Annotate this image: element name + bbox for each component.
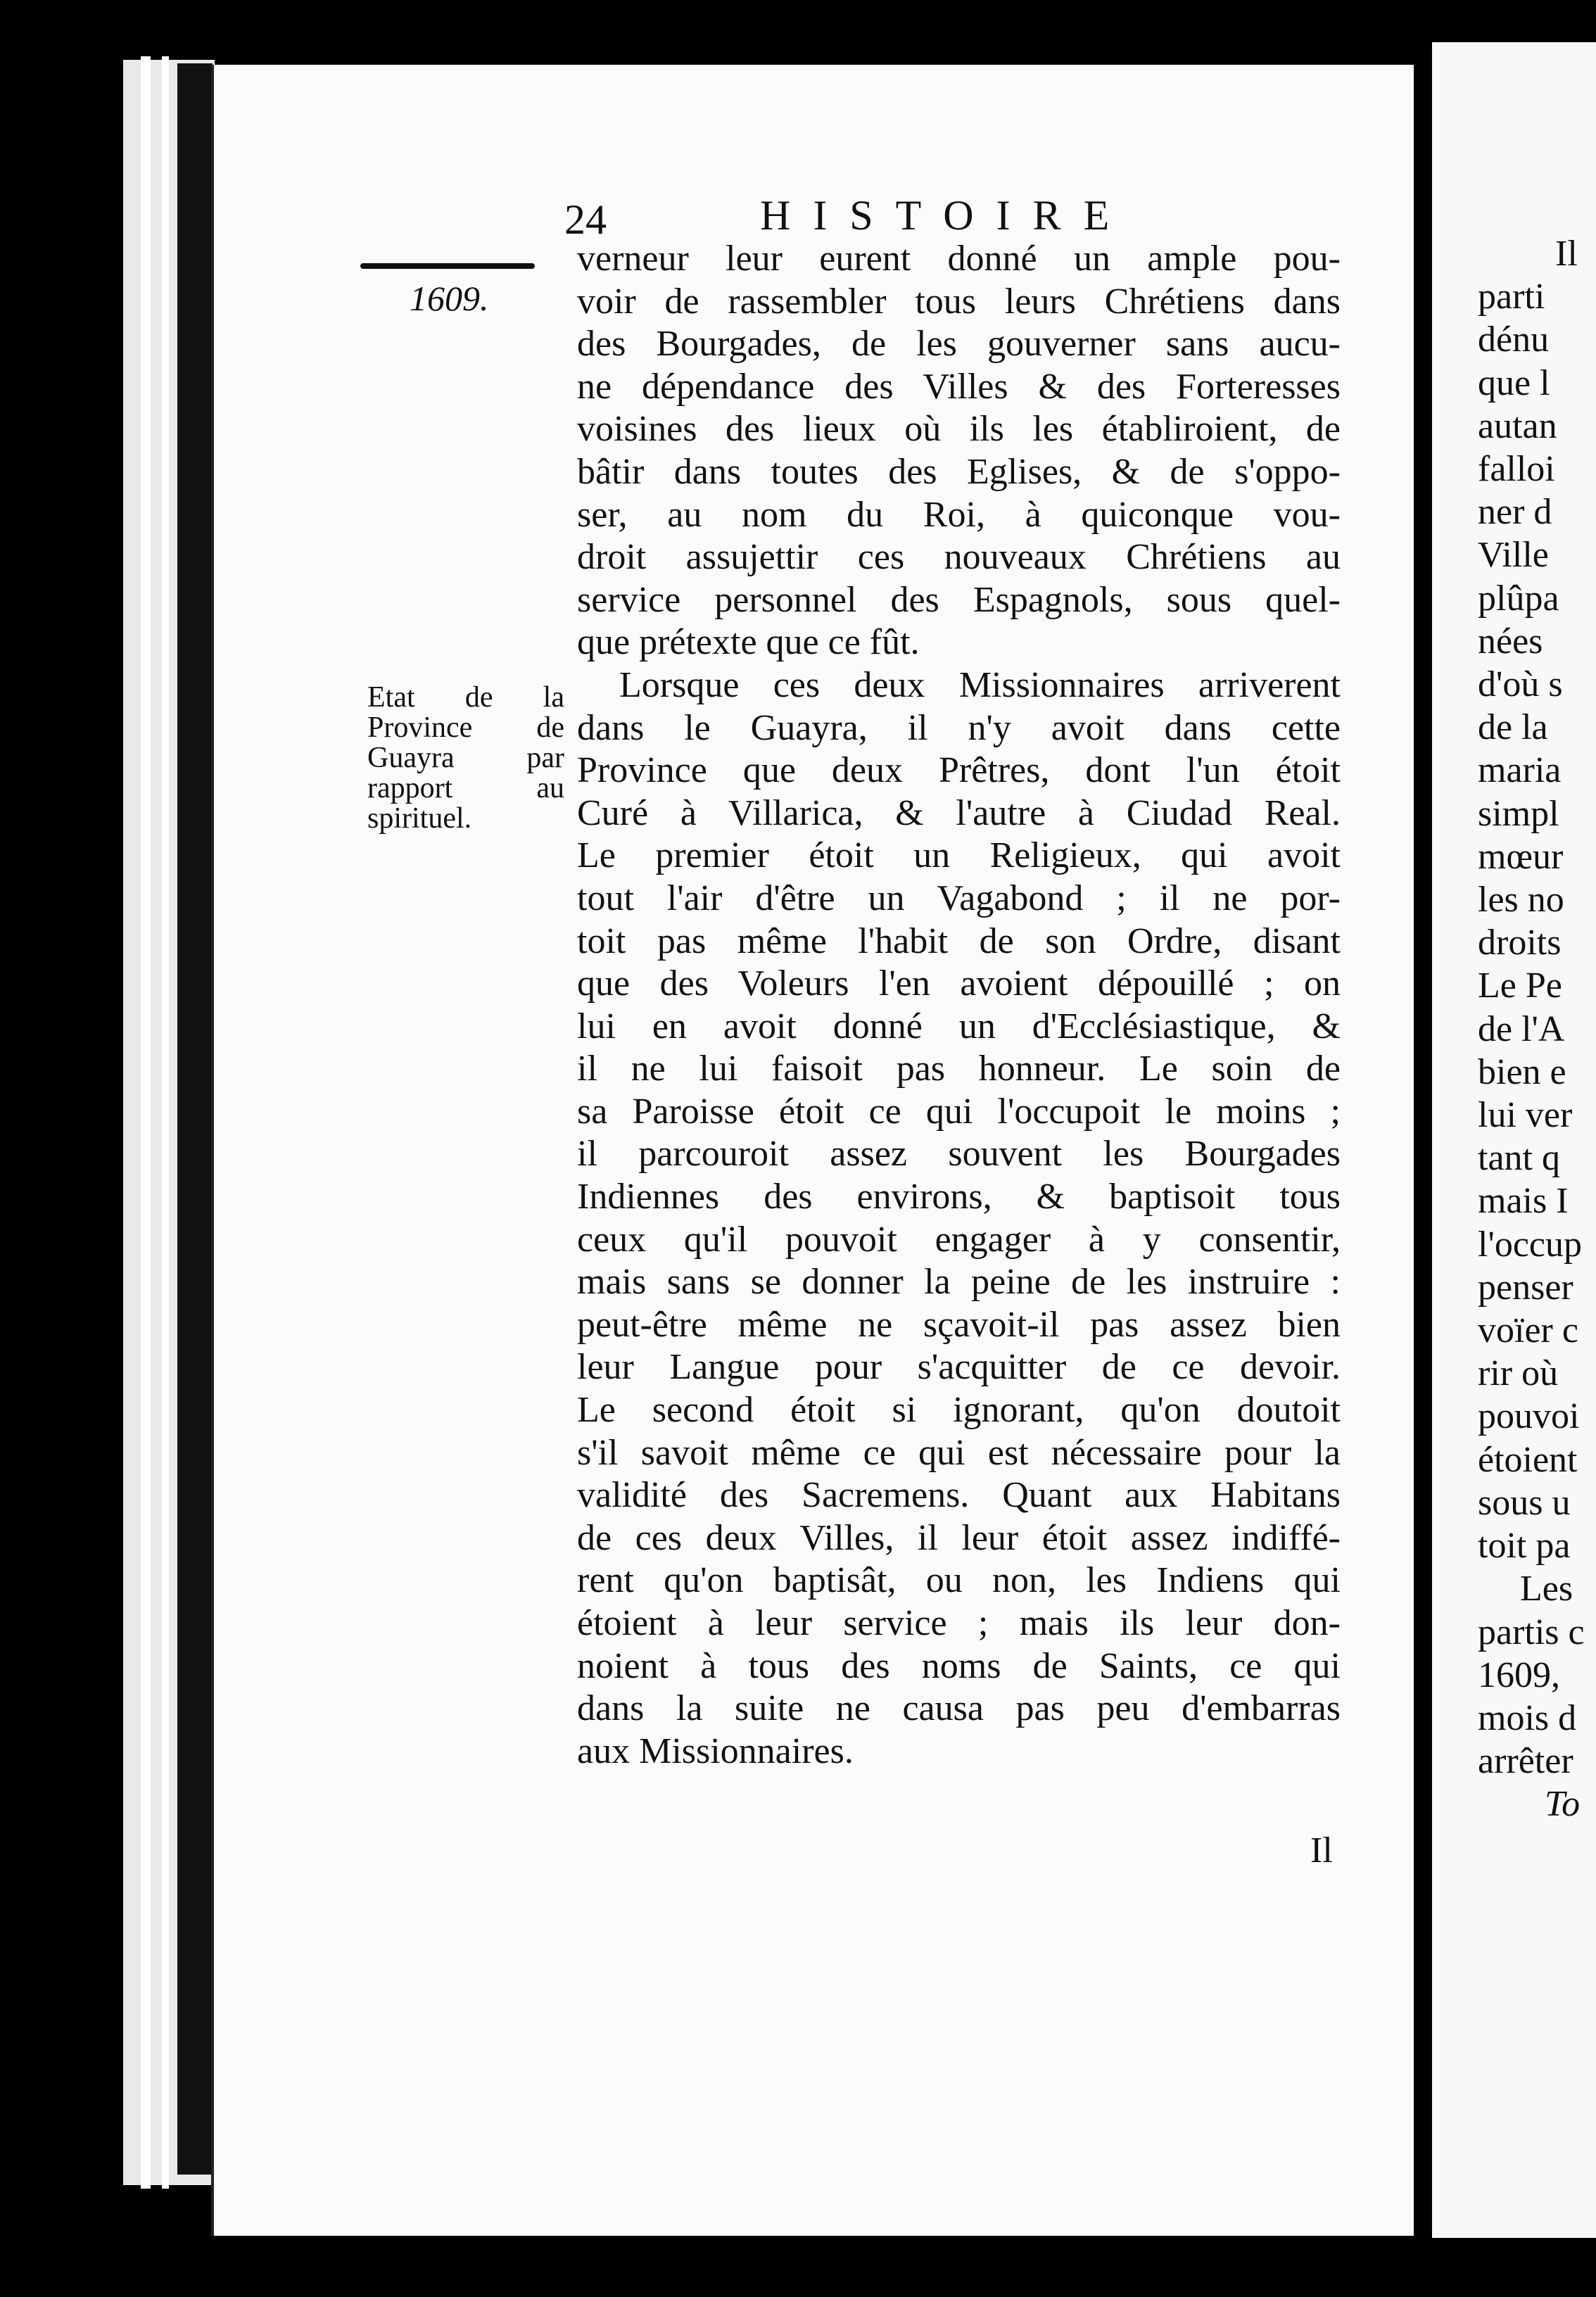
page-edge-strip-inner (162, 56, 169, 2189)
text-line: falloi (1478, 449, 1555, 490)
text-line: rent qu'on baptisât, ou non, les Indiens qui (577, 1560, 1341, 1601)
text-line: Indiennes des environs, & baptisoit tous (577, 1177, 1341, 1217)
header-rule (360, 263, 535, 269)
margin-note-line: Guayra par (367, 742, 564, 774)
text-line: simpl (1478, 793, 1559, 834)
text-line: ceux qu'il pouvoit engager à y consentir, (577, 1219, 1341, 1260)
text-line: ser, au nom du Roi, à quiconque vou- (577, 494, 1341, 535)
text-line: l'occup (1478, 1224, 1582, 1265)
text-line: que des Voleurs l'en avoient dépouillé ; on (577, 963, 1341, 1004)
text-line: les no (1478, 880, 1564, 920)
text-line: peut-être même ne sçavoit-il pas assez bien (577, 1304, 1341, 1345)
text-line: verneur leur eurent donné un ample pou- (577, 239, 1341, 279)
text-line: To (1545, 1784, 1581, 1825)
text-line: lui ver (1478, 1095, 1573, 1136)
text-line: Il (1555, 234, 1578, 274)
text-line: rir où (1478, 1353, 1559, 1394)
text-line: bâtir dans toutes des Eglises, & de s'oppo- (577, 451, 1341, 492)
margin-note-line: rapport au (367, 772, 564, 804)
text-line: maria (1478, 750, 1562, 791)
text-line: tout l'air d'être un Vagabond ; il ne por- (577, 878, 1341, 918)
text-line: étoient à leur service ; mais ils leur don- (577, 1603, 1341, 1643)
text-line: arrêter (1478, 1741, 1573, 1782)
text-line: Curé à Villarica, & l'autre à Ciudad Real. (577, 792, 1341, 833)
text-line: autan (1478, 405, 1557, 446)
margin-note-line: Etat de la (367, 681, 564, 714)
text-line: Le second étoit si ignorant, qu'on doutoit (577, 1390, 1341, 1431)
text-line: voir de rassembler tous leurs Chrétiens dans (577, 281, 1341, 322)
text-line: toit pas même l'habit de son Ordre, disant (577, 920, 1341, 961)
text-line: lui en avoit donné un d'Ecclésiastique, & (577, 1006, 1341, 1046)
text-line: mœur (1478, 836, 1564, 877)
text-line: penser (1478, 1267, 1573, 1308)
text-line: d'où s (1478, 664, 1563, 705)
text-line: Province que deux Prêtres, dont l'un étoit (577, 750, 1341, 791)
margin-year: 1609. (410, 279, 489, 318)
text-line: parti (1478, 277, 1545, 317)
text-line: des Bourgades, de les gouverner sans aucu- (577, 324, 1341, 365)
text-line: s'il savoit même ce qui est nécessaire pour la (577, 1432, 1341, 1473)
text-line: Les (1520, 1569, 1573, 1609)
text-line: noient à tous des noms de Saints, ce qui (577, 1645, 1341, 1686)
body-text (577, 238, 1341, 1773)
text-line: de la (1478, 707, 1548, 748)
margin-note-line: Province de (367, 711, 564, 744)
text-line: pouvoi (1478, 1396, 1580, 1437)
text-line: que l (1478, 362, 1550, 403)
text-line: leur Langue pour s'acquitter de ce devoir. (577, 1347, 1341, 1388)
catchword: Il (1310, 1830, 1333, 1871)
text-line: il parcouroit assez souvent les Bourgades (577, 1134, 1341, 1175)
text-line: sa Paroisse étoit ce qui l'occupoit le moins ; (577, 1091, 1341, 1132)
text-line: de l'A (1478, 1008, 1565, 1049)
text-line: tant q (1478, 1138, 1560, 1179)
right-page-text (1478, 232, 1585, 1826)
text-line: mais sans se donner la peine de les instruire : (577, 1262, 1341, 1303)
text-line: que prétexte que ce fût. (577, 622, 920, 663)
margin-note (367, 683, 564, 834)
text-line: étoient (1478, 1439, 1578, 1480)
text-line: droit assujettir ces nouveaux Chrétiens au (577, 537, 1341, 578)
text-line: plûpa (1478, 578, 1559, 619)
text-line: ne dépendance des Villes & des Forteresses (577, 366, 1341, 407)
text-line: aux Missionnaires. (577, 1730, 854, 1771)
text-line: droits (1478, 923, 1562, 963)
text-line: dans la suite ne causa pas peu d'embarras (577, 1688, 1341, 1729)
text-line: voisines des lieux où ils les établiroient, de (577, 409, 1341, 450)
text-line: validité des Sacremens. Quant aux Habitans (577, 1475, 1341, 1516)
text-line: Lorsque ces deux Missionnaires arriverent (619, 664, 1341, 705)
page-edge-strip (141, 56, 151, 2189)
text-line: ner d (1478, 492, 1552, 533)
text-line: Le Pe (1478, 966, 1562, 1006)
text-line: Ville (1478, 535, 1549, 576)
text-line: mois d (1478, 1697, 1577, 1738)
text-line: Le premier étoit un Religieux, qui avoit (577, 835, 1341, 876)
text-line: dans le Guayra, il n'y avoit dans cette (577, 707, 1341, 748)
text-line: 1609, (1478, 1654, 1560, 1695)
text-line: il ne lui faisoit pas honneur. Le soin de (577, 1049, 1341, 1089)
text-line: mais I (1478, 1181, 1569, 1222)
text-line: sous u (1478, 1482, 1571, 1523)
text-line: toit pa (1478, 1526, 1571, 1567)
text-line: voïer c (1478, 1310, 1578, 1351)
margin-note-line: spirituel. (367, 802, 472, 835)
book-spine-shadow (177, 63, 213, 2175)
text-line: nées (1478, 621, 1543, 662)
text-line: de ces deux Villes, il leur étoit assez indiffé- (577, 1517, 1341, 1558)
text-line: partis c (1478, 1612, 1585, 1652)
running-title: HISTOIRE (760, 192, 1132, 239)
text-line: service personnel des Espagnols, sous quel- (577, 579, 1341, 620)
text-line: bien e (1478, 1051, 1566, 1092)
page-number: 24 (564, 196, 607, 243)
text-line: dénu (1478, 319, 1550, 360)
